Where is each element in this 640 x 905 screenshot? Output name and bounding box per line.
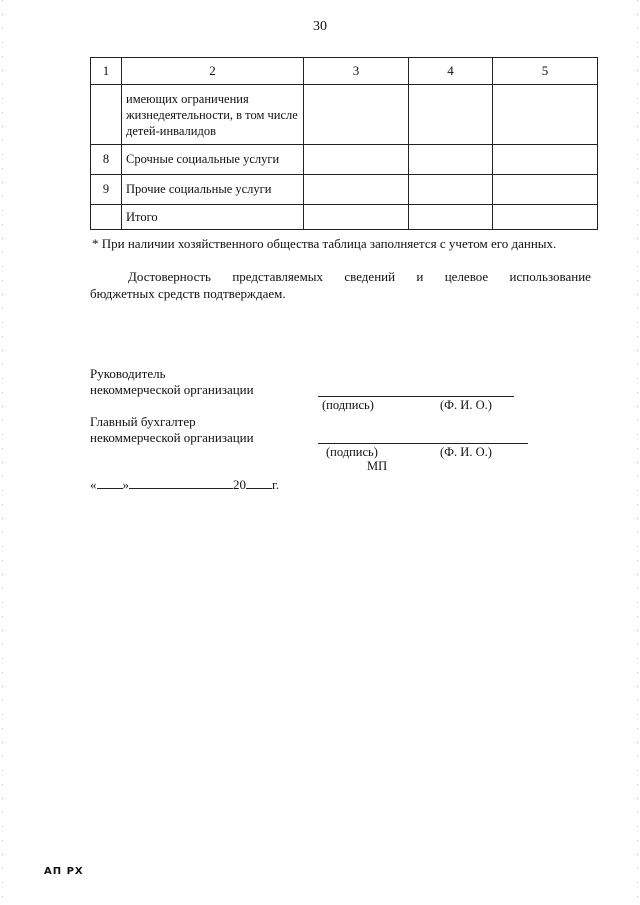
table-footnote: * При наличии хозяйственного общества таблица заполняется с учетом его данных. [92,236,557,251]
table-cell [493,145,598,175]
accountant-signature-line [318,443,528,444]
head-signature-line [318,396,514,397]
scan-edge-left [2,0,3,905]
table-cell [409,145,493,175]
column-header: 5 [493,58,598,85]
head-signature-label: (подпись) [322,398,374,412]
row-number: 9 [91,175,122,205]
column-header: 2 [122,58,304,85]
confirmation-word: использование [509,269,591,284]
table-header-row [91,58,598,85]
date-month-blank [129,476,233,489]
column-header: 4 [409,58,493,85]
table-row [91,145,598,175]
date-close-quote: » [122,477,129,492]
confirmation-word: Достоверность [128,269,211,284]
head-title-line-2: некоммерческой организации [90,382,254,397]
row-name: Итого [122,205,304,230]
column-header: 3 [304,58,409,85]
row-number [91,205,122,230]
date-year-prefix: 20 [233,477,246,492]
table-cell [493,85,598,145]
row-number: 8 [91,145,122,175]
table-row [91,175,598,205]
confirmation-line-1 [90,268,591,285]
row-name: имеющих ограничения жизнедеятельности, в том числе детей-инвалидов [122,85,304,145]
accountant-signature-label: (подпись) [326,445,378,459]
date-line [90,476,279,493]
head-title-line-1: Руководитель [90,366,166,381]
accountant-signature-title [90,414,254,446]
column-header: 1 [91,58,122,85]
date-open-quote: « [90,477,97,492]
date-year-suffix: г. [272,477,280,492]
confirmation-word: представляемых [232,269,324,284]
table-cell [409,175,493,205]
page-number: 30 [313,19,327,34]
confirmation-word: целевое [444,269,489,284]
table-cell [304,175,409,205]
table-cell [493,175,598,205]
confirmation-word: и [416,269,424,284]
date-year-blank [246,476,272,489]
date-day-blank [97,476,123,489]
table-cell [304,145,409,175]
scan-edge-right [637,0,638,905]
report-table [90,57,598,230]
row-number [91,85,122,145]
head-fio-label: (Ф. И. О.) [440,398,492,412]
table-cell [304,85,409,145]
table-cell [304,205,409,230]
table-cell [409,205,493,230]
confirmation-statement [90,268,591,302]
row-name: Срочные социальные услуги [122,145,304,175]
accountant-fio-label: (Ф. И. О.) [440,445,492,459]
table-row [91,85,598,145]
row-name: Прочие социальные услуги [122,175,304,205]
accountant-title-line-1: Главный бухгалтер [90,414,196,429]
confirmation-word: сведений [344,269,396,284]
table-cell [493,205,598,230]
table-cell [409,85,493,145]
accountant-title-line-2: некоммерческой организации [90,430,254,445]
stamp-label: МП [367,459,388,473]
table-row [91,205,598,230]
confirmation-line-2: бюджетных средств подтверждаем. [90,286,286,301]
footer-mark: АП РХ [44,866,84,877]
head-signature-title [90,366,254,398]
